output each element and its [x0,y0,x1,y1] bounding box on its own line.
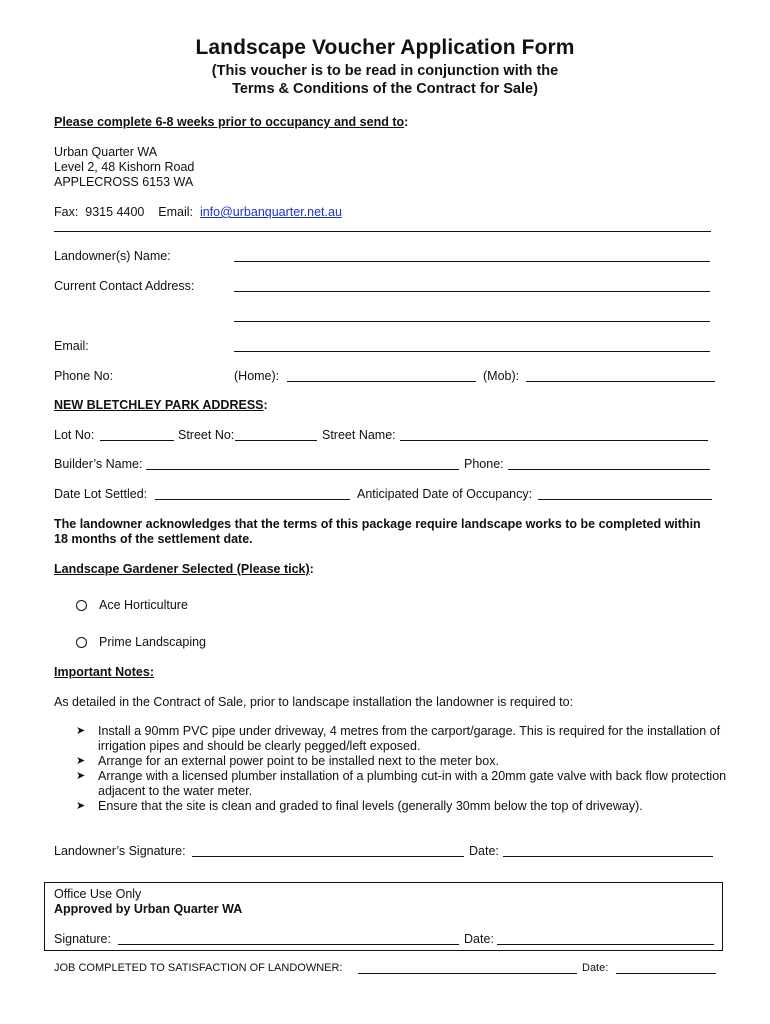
acknowledgement-line2: 18 months of the settlement date. [54,532,253,546]
date-lot-settled-line[interactable] [155,499,350,500]
builder-phone-label: Phone: [464,457,504,471]
email-field-label: Email: [54,339,89,353]
email-label: Email: [158,205,193,219]
note-item-3: Arrange with a licensed plumber installation of a plumbing cut-in with a 20mm gate valve with back flow protection adjacent to the water meter. [98,769,727,798]
office-date-label: Date: [464,932,494,946]
fax-number: 9315 4400 [85,205,145,219]
bullet-arrow-icon: ➤ [76,755,86,767]
contact-row [54,205,342,219]
note-item-2: Arrange for an external power point to be installed next to the meter box. [98,754,499,768]
send-to-instruction: Please complete 6-8 weeks prior to occupancy and send to: [54,115,409,129]
note-item-1: Install a 90mm PVC pipe under driveway, 4 metres from the carport/garage. This is required for the installation of irrigation pipes and should be clearly pegged/left exposed. [98,724,721,753]
job-completed-label: JOB COMPLETED TO SATISFACTION OF LANDOWNER: [54,962,343,974]
acknowledgement-line1: The landowner acknowledges that the terms of this package require landscape works to be completed within [54,517,701,531]
landowner-signature-line[interactable] [192,856,464,857]
office-use-label: Office Use Only [54,887,142,901]
address-line-3: APPLECROSS 6153 WA [54,175,194,189]
mob-phone-line[interactable] [526,381,715,382]
gardener-option-radio-1[interactable] [76,600,87,611]
builder-phone-line[interactable] [508,469,710,470]
office-use-box [44,882,723,951]
office-approved-label: Approved by Urban Quarter WA [54,902,243,916]
anticipated-date-line[interactable] [538,499,712,500]
email-field-line[interactable] [234,351,710,352]
contact-address-label: Current Contact Address: [54,279,195,293]
landowner-name-label: Landowner(s) Name: [54,249,171,263]
section-divider [54,231,711,232]
footer-date-label: Date: [582,962,609,974]
mob-phone-label: (Mob): [483,369,520,383]
home-phone-line[interactable] [287,381,476,382]
gardener-option-label-1: Ace Horticulture [99,598,188,612]
office-signature-label: Signature: [54,932,111,946]
bullet-arrow-icon: ➤ [76,800,86,812]
street-name-line[interactable] [400,440,708,441]
gardener-option-radio-2[interactable] [76,637,87,648]
landowner-date-line[interactable] [503,856,713,857]
street-no-label: Street No: [178,428,235,442]
builders-name-line[interactable] [146,469,459,470]
landowner-date-label: Date: [469,844,499,858]
builders-name-label: Builder’s Name: [54,457,143,471]
landowner-signature-label: Landowner’s Signature: [54,844,186,858]
notes-intro: As detailed in the Contract of Sale, prior to landscape installation the landowner is required to: [54,695,574,709]
form-subtitle-line1: (This voucher is to be read in conjunction with the [211,63,559,79]
lot-no-label: Lot No: [54,428,95,442]
phone-no-label: Phone No: [54,369,114,383]
lot-no-line[interactable] [100,440,174,441]
form-title: Landscape Voucher Application Form [195,36,575,59]
bullet-arrow-icon: ➤ [76,725,86,737]
office-signature-line[interactable] [118,944,459,945]
contact-address-line-1[interactable] [234,291,710,292]
address-line-2: Level 2, 48 Kishorn Road [54,160,195,174]
street-name-label: Street Name: [322,428,396,442]
note-item-4: Ensure that the site is clean and graded to final levels (generally 30mm below the top of driveway). [98,799,643,813]
home-phone-label: (Home): [234,369,280,383]
form-subtitle-line2: Terms & Conditions of the Contract for Sale) [232,81,538,97]
office-date-line[interactable] [497,944,714,945]
date-lot-settled-label: Date Lot Settled: [54,487,148,501]
gardener-option-label-2: Prime Landscaping [99,635,207,649]
fax-label: Fax: [54,205,79,219]
landowner-name-line[interactable] [234,261,710,262]
anticipated-date-label: Anticipated Date of Occupancy: [357,487,533,501]
job-completed-line[interactable] [358,973,577,974]
email-link[interactable]: info@urbanquarter.net.au [199,205,342,219]
footer-date-line[interactable] [616,973,716,974]
property-heading: NEW BLETCHLEY PARK ADDRESS: [54,398,268,412]
notes-heading: Important Notes: [54,665,154,679]
contact-address-line-2[interactable] [234,321,710,322]
street-no-line[interactable] [235,440,317,441]
address-line-1: Urban Quarter WA [54,145,158,159]
gardener-heading: Landscape Gardener Selected (Please tick): [54,562,314,576]
bullet-arrow-icon: ➤ [76,770,86,782]
